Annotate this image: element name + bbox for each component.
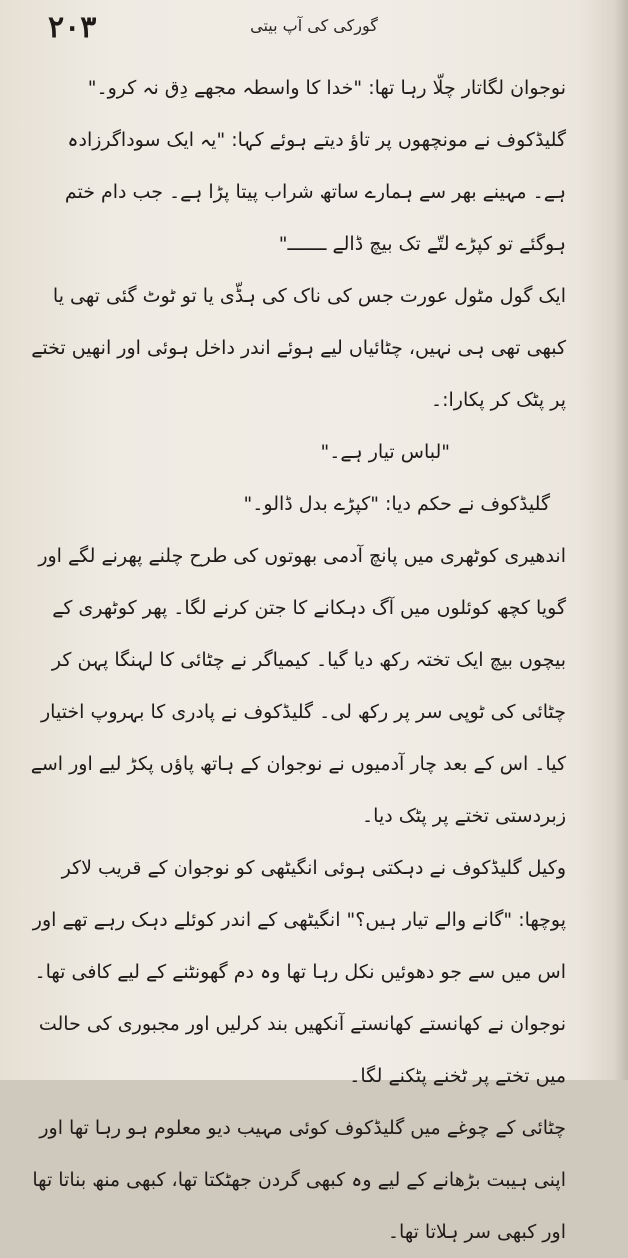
paragraph-1: نوجوان لگاتار چلّا رہا تھا: "خدا کا واسطہ مجھے دِق نہ کرو۔" [87, 77, 566, 99]
page-header [0, 8, 628, 52]
paragraph-5: گلیڈکوف نے حکم دیا: "کپڑے بدل ڈالو۔" [243, 493, 550, 515]
page-number: ۲۰۳ [48, 10, 97, 45]
page-edge-shadow [614, 0, 628, 1080]
running-head: گورکی کی آپ بیتی [250, 16, 378, 35]
paragraph-3: ایک گول مٹول عورت جس کی ناک کی ہڈّی یا تو ٹوٹ گئی تھی یا کبھی تھی ہی نہیں، چٹائیاں لیے ہوئے اندر داخل ہوئی اور انھیں تختے پر پٹک کر پکارا:۔ [31, 285, 566, 411]
paragraph-8: چٹائی کے چوغے میں گلیڈکوف کوئی مہیب دیو معلوم ہو رہا تھا اور اپنی ہیبت بڑھانے کے لیے وہ کبھی گردن جھٹکتا تھا، کبھی منھ بناتا تھا اور کبھی سر ہلاتا تھا۔ [32, 1117, 566, 1243]
paragraph-4: "لباس تیار ہے۔" [320, 441, 450, 463]
page-body [30, 62, 600, 1243]
paragraph-2: گلیڈکوف نے مونچھوں پر تاؤ دیتے ہوئے کہا: "یہ ایک سوداگرزادہ ہے۔ مہینے بھر سے ہمارے ساتھ شراب پیتا پڑا ہے۔ جب دام ختم ہوگئے تو کپڑے لتّے تک بیچ ڈالے ـــــــ" [64, 129, 566, 255]
paragraph-7: وکیل گلیڈکوف نے دہکتی ہوئی انگیٹھی کو نوجوان کے قریب لاکر پوچھا: "گانے والے تیار ہیں؟" انگیٹھی کے اندر کوئلے دہک رہے تھے اور اس میں سے جو دھوئیں نکل رہا تھا وہ دم گھونٹنے کے لیے کافی تھا۔ نوجوان نے کھانستے کھانستے آنکھیں بند کرلیں اور مجبوری کی حالت میں تختے پر ٹخنے پٹکنے لگا۔ [32, 857, 566, 1087]
paragraph-6: اندھیری کوٹھری میں پانچ آدمی بھوتوں کی طرح چلنے پھرنے لگے اور گویا کچھ کوئلوں میں آگ دہکانے کا جتن کرنے لگا۔ پھر کوٹھری کے بیچوں بیچ ایک تختہ رکھ دیا گیا۔ کیمیاگر نے چٹائی کا لہنگا پہن کر چٹائی کی ٹوپی سر پر رکھ لی۔ گلیڈکوف نے پادری کا بہروپ اختیار کیا۔ اس کے بعد چار آدمیوں نے نوجوان کے ہاتھ پاؤں پکڑ لیے اور اسے زبردستی تختے پر پٹک دیا۔ [30, 545, 566, 827]
